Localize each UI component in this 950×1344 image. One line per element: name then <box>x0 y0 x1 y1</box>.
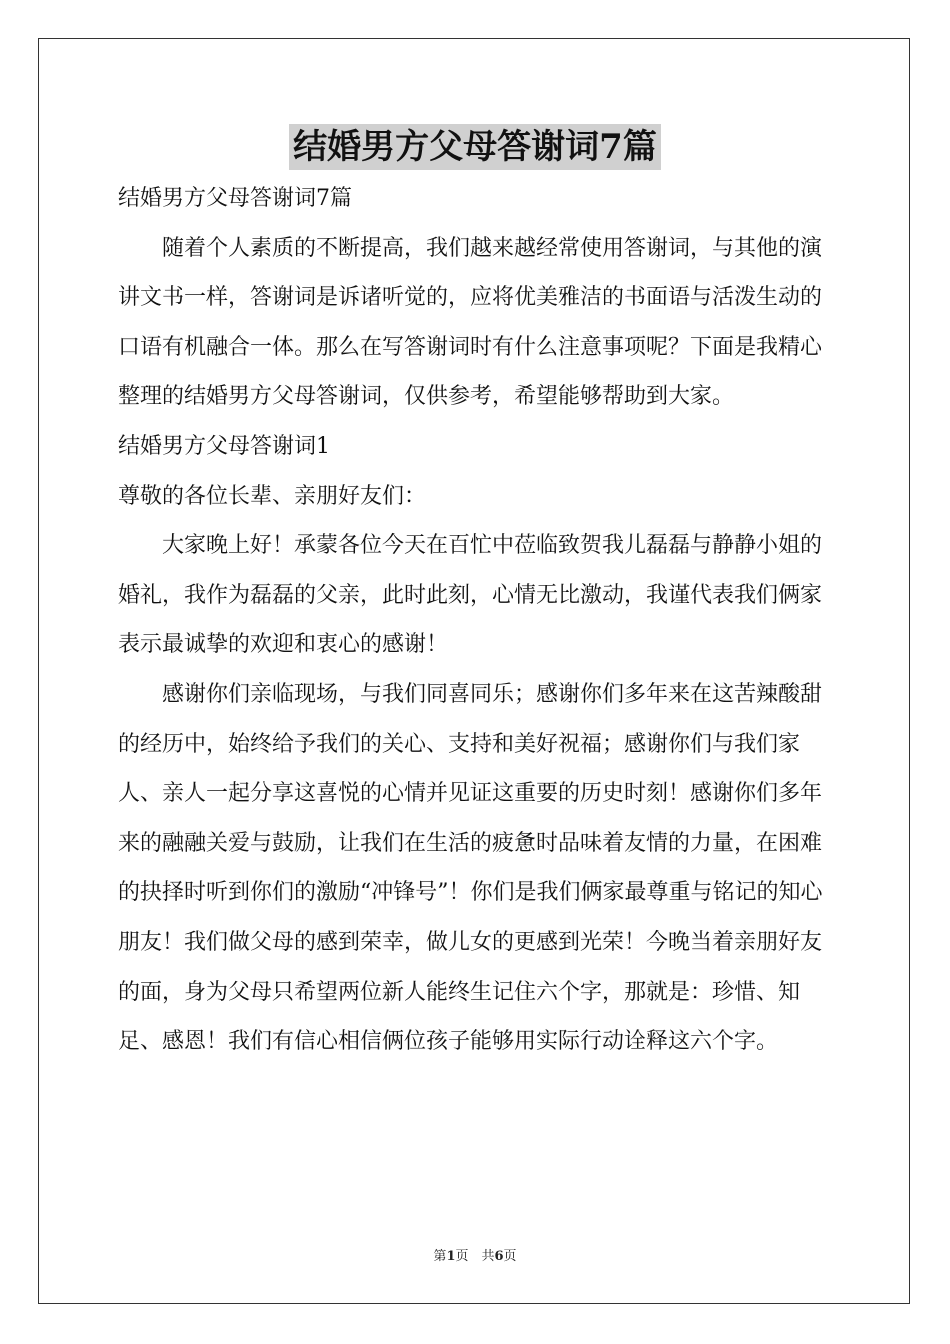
title-container <box>0 124 950 170</box>
paragraph: 结婚男方父母答谢词1 <box>118 433 330 459</box>
page-footer <box>0 1249 950 1265</box>
paragraph: 尊敬的各位长辈、亲朋好友们： <box>118 483 427 509</box>
page-mid: 页 共 <box>455 1249 495 1264</box>
document-body <box>118 174 834 1067</box>
paragraph: 感谢你们亲临现场，与我们同喜同乐；感谢你们多年来在这苦辣酸甜的经历中，始终给予我们的关心、支持和美好祝福；感谢你们与我们家人、亲人一起分享这喜悦的心情并见证这重要的历史时刻！感谢你们多年来的融融关爱与鼓励，让我们在生活的疲惫时品味着友情的力量，在困难的抉择时听到你们的激励“冲锋号”！你们是我们俩家最尊重与铭记的知心朋友！我们做父母的感到荣幸，做儿女的更感到光荣！今晚当着亲朋好友的面，身为父母只希望两位新人能终生记住六个字，那就是：珍惜、知足、感恩！我们有信心相信俩位孩子能够用实际行动诠释这六个字。 <box>118 681 823 1055</box>
page-prefix: 第 <box>433 1249 447 1264</box>
page-current: 1 <box>446 1249 456 1264</box>
paragraph: 随着个人素质的不断提高，我们越来越经常使用答谢词，与其他的演讲文书一样，答谢词是诉诸听觉的，应将优美雅洁的书面语与活泼生动的口语有机融合一体。那么在写答谢词时有什么注意事项呢？下面是我精心整理的结婚男方父母答谢词，仅供参考，希望能够帮助到大家。 <box>118 235 823 410</box>
page-total: 6 <box>494 1249 504 1264</box>
paragraph: 结婚男方父母答谢词7篇 <box>118 186 352 211</box>
document-title: 结婚男方父母答谢词7篇 <box>289 124 661 170</box>
page-suffix: 页 <box>503 1249 517 1264</box>
paragraph: 大家晚上好！承蒙各位今天在百忙中莅临致贺我儿磊磊与静静小姐的婚礼，我作为磊磊的父亲，此时此刻，心情无比激动，我谨代表我们俩家表示最诚挚的欢迎和衷心的感谢！ <box>118 533 823 658</box>
